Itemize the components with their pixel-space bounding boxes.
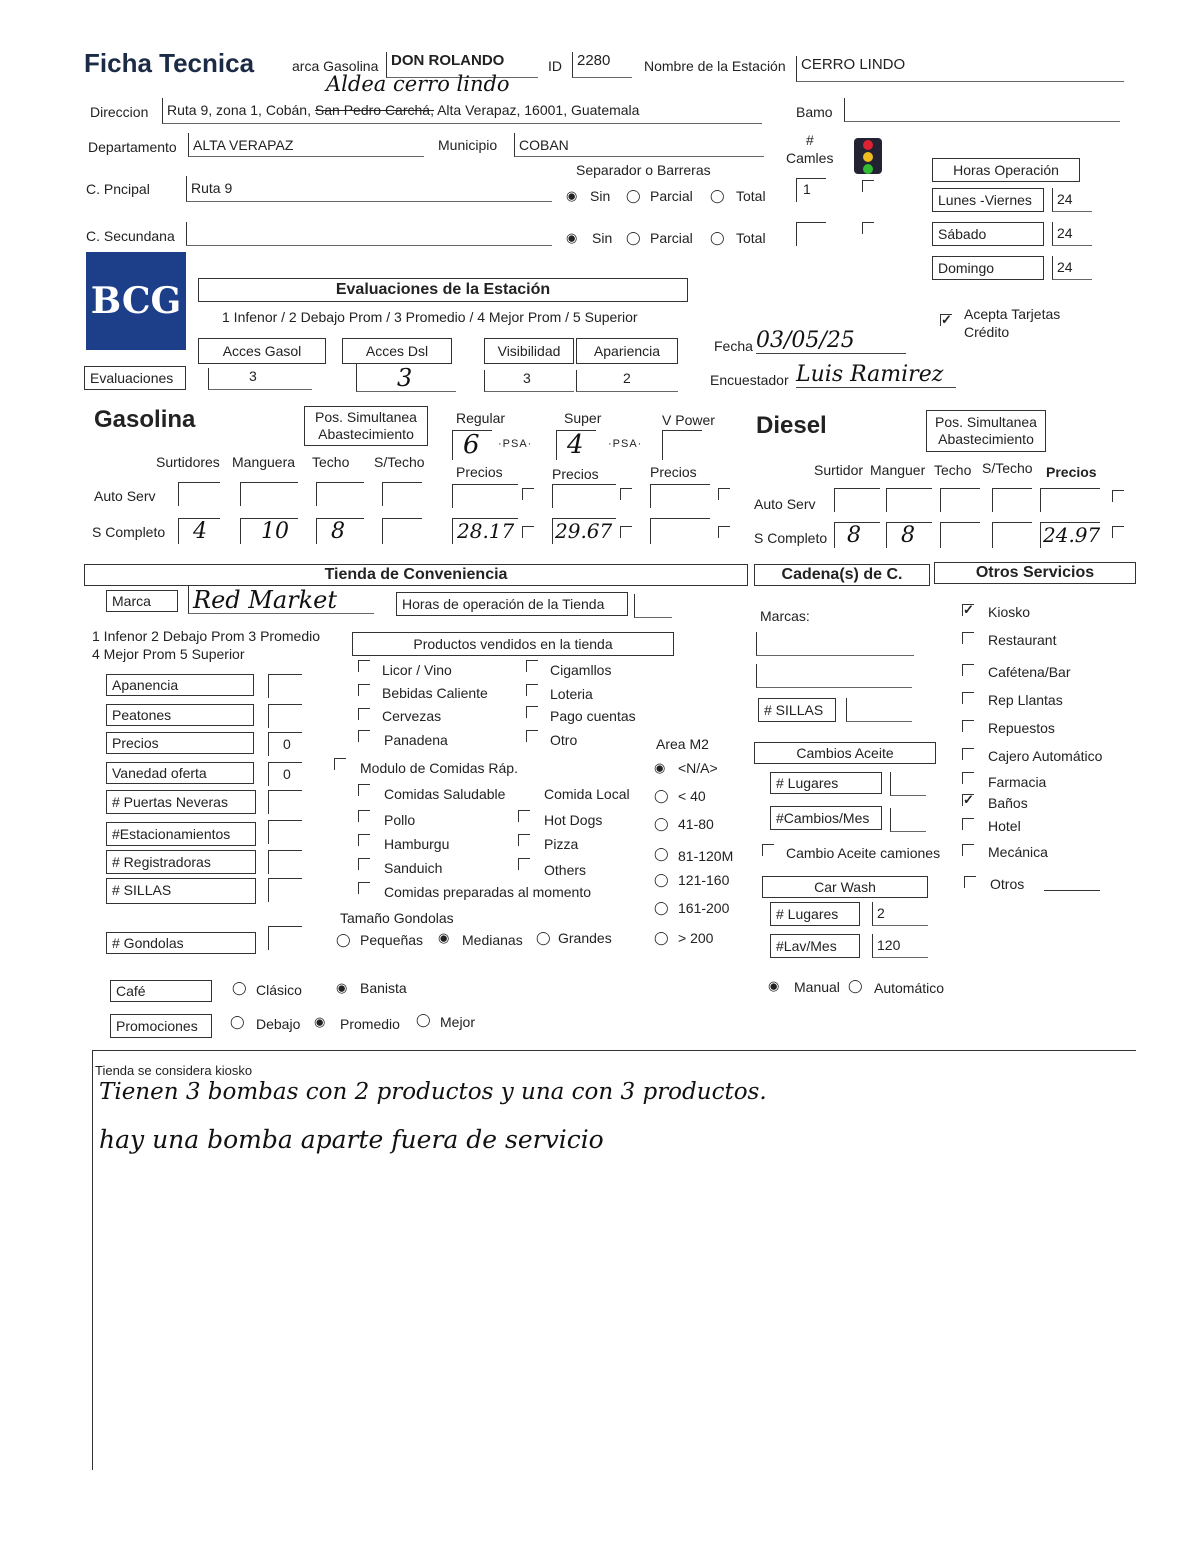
diesel-as-stecho[interactable]	[992, 488, 1032, 512]
c-saludable-label: Comidas Saludable	[384, 786, 506, 802]
promo-mejor-radio[interactable]: ◯	[416, 1012, 431, 1027]
promo-debajo-label: Debajo	[256, 1016, 301, 1032]
diesel-sc-surt[interactable]: 8	[834, 522, 880, 548]
gas-vpower-label: V Power	[662, 412, 715, 428]
gas-precios-2: Precios	[552, 466, 599, 482]
diesel-col-mang: Manguer	[870, 462, 926, 478]
tamano-med-radio[interactable]: ◉	[438, 930, 450, 945]
gas-as-mang[interactable]	[240, 482, 298, 506]
diesel-auto-serv-label: Auto Serv	[754, 496, 816, 512]
camiles-check-2[interactable]	[862, 222, 874, 234]
area-label: Area M2	[656, 736, 709, 752]
hotel-label: Hotel	[988, 818, 1021, 834]
gas-precios-3: Precios	[650, 464, 697, 480]
tienda-scale-2: 4 Mejor Prom 5 Superior	[92, 646, 245, 662]
c-pollo-checkbox[interactable]	[358, 810, 370, 822]
secundaria-label: C. Secundana	[86, 228, 175, 244]
diesel-s-completo-label: S Completo	[754, 530, 828, 546]
mecanica-label: Mecánica	[988, 844, 1048, 860]
c-hotdogs-checkbox[interactable]	[518, 810, 530, 822]
cambios-aceite-title: Cambios Aceite	[754, 742, 936, 764]
ca-lugares-field[interactable]	[890, 772, 926, 796]
diesel-pos-sim-line1: Pos. Simultanea	[935, 414, 1037, 430]
cw-lugares-field[interactable]: 2	[872, 902, 928, 926]
otros-checkbox[interactable]	[964, 876, 976, 888]
c-preparadas-checkbox[interactable]	[358, 882, 370, 894]
gas-sc-techo[interactable]: 8	[316, 518, 364, 544]
ca-cambios-label: #Cambios/Mes	[770, 806, 882, 830]
sep1-sin-label: Sin	[590, 188, 611, 204]
visibilidad-header: Visibilidad	[484, 338, 574, 364]
sep2-total-label: Total	[736, 230, 766, 246]
encuestador-label: Encuestador	[710, 372, 789, 388]
tienda-sillas-label: # SILLAS	[106, 878, 256, 904]
municipio-field[interactable]: COBAN	[514, 133, 764, 157]
tamano-med-label: Medianas	[462, 932, 523, 948]
cafeteria-checkbox[interactable]	[962, 664, 974, 676]
notes-line-2: hay una bomba aparte fuera de servicio	[99, 1125, 604, 1154]
tienda-marca-field[interactable]: Red Market	[188, 586, 374, 614]
camiles-field-1[interactable]: 1	[796, 178, 826, 202]
modulo-checkbox[interactable]	[334, 758, 346, 770]
bcg-logo: BCG	[86, 252, 186, 350]
sep1-total-radio[interactable]: ◯	[710, 188, 725, 203]
gas-auto-serv-label: Auto Serv	[94, 488, 156, 504]
cambio-camiones-label: Cambio Aceite camiones	[786, 845, 941, 861]
restaurant-checkbox[interactable]	[962, 632, 974, 644]
gas-precios-1: Precios	[456, 464, 503, 480]
area-200-label: 161-200	[678, 900, 730, 916]
gas-pos-sim	[304, 406, 428, 446]
ca-lugares-label: # Lugares	[770, 772, 882, 794]
c-others-checkbox[interactable]	[518, 858, 530, 870]
c-pizza-label: Pizza	[544, 836, 579, 852]
kiosko-label: Kiosko	[988, 604, 1031, 620]
area-120-label: 81-120M	[678, 848, 734, 864]
c-pizza-checkbox[interactable]	[518, 834, 530, 846]
otros-line[interactable]	[1044, 890, 1100, 891]
repuestos-label: Repuestos	[988, 720, 1055, 736]
direccion-field[interactable]	[162, 98, 762, 124]
cafe-label: Café	[110, 980, 212, 1002]
area-160-radio[interactable]: ◯	[654, 872, 669, 887]
gas-pos-sim-line2: Abastecimiento	[318, 426, 414, 442]
tienda-registradoras-label: # Registradoras	[106, 850, 256, 874]
cafe-barista-label: Banista	[360, 980, 407, 996]
modulo-label: Modulo de Comidas Ráp.	[360, 760, 518, 776]
comida-local-label: Comida Local	[544, 786, 630, 802]
promo-mejor-label: Mejor	[440, 1014, 476, 1030]
nombre-field[interactable]: CERRO LINDO	[796, 56, 1124, 82]
area-200-radio[interactable]: ◯	[654, 900, 669, 915]
acces-gasol-header: Acces Gasol	[198, 338, 326, 364]
p-pago-label: Pago cuentas	[550, 708, 636, 724]
separador-label: Separador o Barreras	[576, 162, 711, 178]
gas-col-mang: Manguera	[232, 454, 296, 470]
diesel-sc-mang[interactable]: 8	[886, 522, 932, 548]
gas-col-stecho: S/Techo	[374, 454, 425, 470]
horas-sab-label: Sábado	[932, 222, 1044, 246]
gas-regular-label: Regular	[456, 410, 506, 426]
cw-manual-label: Manual	[794, 979, 840, 995]
principal-label: C. Pncipal	[86, 181, 150, 197]
nombre-label: Nombre de la Estación	[644, 58, 786, 74]
handwritten-aldea: Aldea cerro lindo	[326, 72, 510, 96]
tienda-horas-label: Horas de operación de la Tienda	[396, 592, 628, 616]
sep1-total-label: Total	[736, 188, 766, 204]
area-80-radio[interactable]: ◯	[654, 816, 669, 831]
diesel-as-check[interactable]	[1112, 490, 1124, 502]
diesel-col-surt: Surtidor	[814, 462, 864, 478]
c-preparadas-label: Comidas preparadas al momento	[384, 884, 591, 900]
gas-super-label: Super	[564, 410, 602, 426]
gas-as-surt[interactable]	[178, 482, 220, 506]
banos-label: Baños	[988, 795, 1028, 811]
tamano-peq-radio[interactable]: ◯	[336, 932, 351, 947]
cafe-clasico-radio[interactable]: ◯	[232, 980, 247, 995]
mecanica-checkbox[interactable]	[962, 844, 974, 856]
repuestos-checkbox[interactable]	[962, 720, 974, 732]
diesel-sc-stecho[interactable]	[992, 522, 1032, 548]
p-loteria-label: Loteria	[550, 686, 593, 702]
cadenas-title: Cadena(s) de C.	[754, 564, 930, 586]
sep2-total-radio[interactable]: ◯	[710, 230, 725, 245]
cw-lugares-label: # Lugares	[770, 902, 860, 926]
area-40-label: < 40	[678, 788, 706, 804]
notes-line-1: Tienen 3 bombas con 2 productos y una con 3 productos.	[99, 1079, 767, 1105]
id-label: ID	[548, 58, 562, 74]
barrio-label: Bamo	[796, 104, 833, 120]
cajero-label: Cajero Automático	[988, 748, 1103, 764]
gas-as-stecho[interactable]	[382, 482, 422, 506]
secundaria-field[interactable]	[186, 222, 552, 246]
acces-dsl-header: Acces Dsl	[342, 338, 452, 364]
diesel-pos-sim-line2: Abastecimiento	[938, 431, 1034, 447]
camiles-field-2[interactable]	[796, 222, 826, 246]
horas-dom-field[interactable]: 24	[1052, 256, 1092, 280]
c-hamburg-checkbox[interactable]	[358, 834, 370, 846]
diesel-as-techo[interactable]	[940, 488, 980, 512]
tienda-sillas-field[interactable]	[268, 878, 302, 902]
tamano-peq-label: Pequeñas	[360, 932, 424, 948]
cafe-clasico-label: Clásico	[256, 982, 302, 998]
restaurant-label: Restaurant	[988, 632, 1057, 648]
sep2-parcial-label: Parcial	[650, 230, 693, 246]
direccion-post: Alta Verapaz, 16001, Guatemala	[437, 102, 640, 118]
p-otro-checkbox[interactable]	[526, 730, 538, 742]
c-saludable-checkbox[interactable]	[358, 784, 370, 796]
area-120-radio[interactable]: ◯	[654, 846, 669, 861]
rep-llantas-label: Rep Llantas	[988, 692, 1063, 708]
p-licor-label: Licor / Vino	[382, 662, 452, 678]
tienda-precios-label: Precios	[106, 732, 254, 754]
tamano-gra-radio[interactable]: ◯	[536, 930, 551, 945]
gas-pos-sim-line1: Pos. Simultanea	[315, 409, 417, 425]
horas-dom-label: Domingo	[932, 256, 1044, 280]
gas-sc-surt[interactable]: 4	[178, 518, 220, 544]
tienda-scale-1: 1 Infenor 2 Debajo Prom 3 Promedio	[92, 628, 321, 644]
municipio-label: Municipio	[438, 137, 498, 153]
evaluaciones-row-label: Evaluaciones	[84, 366, 186, 390]
hotel-checkbox[interactable]	[962, 818, 974, 830]
gas-as-precio-1[interactable]	[452, 484, 518, 508]
tienda-peatones-field[interactable]	[268, 704, 302, 728]
departamento-field[interactable]: ALTA VERAPAZ	[188, 133, 424, 157]
banos-checkbox[interactable]: ✓	[963, 792, 974, 807]
id-field[interactable]: 2280	[572, 52, 632, 78]
sep1-sin-radio[interactable]: ◉	[566, 188, 578, 203]
marca-label: arca Gasolina	[292, 58, 379, 74]
diesel-sc-check[interactable]	[1112, 526, 1124, 538]
cw-manual-radio[interactable]: ◉	[768, 978, 780, 993]
p-bebidas-label: Bebidas Caliente	[382, 685, 488, 701]
p-bebidas-checkbox[interactable]	[358, 684, 370, 696]
tienda-peatones-label: Peatones	[106, 704, 254, 726]
tienda-title: Tienda de Conveniencia	[84, 564, 748, 586]
c-hamburg-label: Hamburgu	[384, 836, 450, 852]
p-cigarrillos-checkbox[interactable]	[526, 660, 538, 672]
gas-vpower-pos[interactable]	[662, 430, 702, 460]
gas-as-check-3[interactable]	[718, 488, 730, 500]
direccion-struck: San Pedro Carchá,	[314, 102, 434, 118]
tienda-horas-field[interactable]	[634, 594, 672, 618]
page-title: Ficha Tecnica	[84, 48, 255, 78]
cw-auto-label: Automático	[874, 980, 945, 996]
notes-area[interactable]	[92, 1050, 1136, 1470]
car-wash-title: Car Wash	[762, 876, 928, 898]
tienda-registradoras-field[interactable]	[268, 850, 302, 874]
marcas-field-1[interactable]	[756, 632, 914, 656]
p-otro-label: Otro	[550, 732, 578, 748]
farmacia-label: Farmacia	[988, 774, 1047, 790]
tamano-gra-label: Grandes	[558, 930, 612, 946]
gas-col-techo: Techo	[312, 454, 350, 470]
eval-gasol-field[interactable]: 3	[208, 368, 312, 390]
area-40-radio[interactable]: ◯	[654, 788, 669, 803]
area-gt200-radio[interactable]: ◯	[654, 930, 669, 945]
tienda-estacionamientos-field[interactable]	[268, 820, 302, 844]
eval-dsl-field[interactable]: 3	[356, 364, 456, 392]
tienda-apariencia-label: Apanencia	[106, 674, 254, 696]
encuestador-value[interactable]: Luis Ramirez	[796, 362, 956, 388]
gas-as-techo[interactable]	[316, 482, 364, 506]
diesel-title: Diesel	[756, 412, 827, 439]
gas-sc-precio-super[interactable]: 29.67	[552, 518, 616, 544]
rep-llantas-checkbox[interactable]	[962, 692, 974, 704]
tienda-gondolas-field[interactable]	[268, 926, 302, 950]
c-sandwich-checkbox[interactable]	[358, 858, 370, 870]
kiosko-checkbox[interactable]: ✓	[963, 602, 974, 617]
gas-sc-precio-regular[interactable]: 28.17	[452, 518, 518, 544]
farmacia-checkbox[interactable]	[962, 772, 974, 784]
horas-lv-field[interactable]: 24	[1052, 188, 1092, 212]
gas-sc-precio-vpower[interactable]	[650, 518, 710, 544]
p-panaderia-checkbox[interactable]	[358, 730, 370, 742]
diesel-col-techo: Techo	[934, 462, 972, 478]
eval-vis-field[interactable]: 3	[484, 370, 574, 392]
otros-title: Otros Servicios	[934, 562, 1136, 584]
diesel-as-precio[interactable]	[1040, 488, 1100, 512]
marca-field[interactable]: DON ROLANDO	[386, 52, 538, 78]
gas-super-pos[interactable]: 4	[556, 430, 596, 460]
cw-lav-label: #Lav/Mes	[770, 934, 860, 958]
ca-cambios-field[interactable]	[890, 808, 926, 832]
fecha-label: Fecha	[714, 338, 753, 354]
horas-title: Horas Operación	[932, 158, 1080, 182]
area-160-label: 121-160	[678, 872, 730, 888]
diesel-sc-techo[interactable]	[940, 522, 980, 548]
p-cervezas-checkbox[interactable]	[358, 708, 370, 720]
p-cervezas-label: Cervezas	[382, 708, 442, 724]
tamano-label: Tamaño Gondolas	[340, 910, 454, 926]
camiles-check-1[interactable]	[862, 180, 874, 192]
traffic-light-icon	[854, 138, 882, 174]
departamento-label: Departamento	[88, 139, 177, 155]
cadenas-sillas-label: # SILLAS	[758, 698, 836, 722]
gas-as-precio-3[interactable]	[650, 484, 710, 508]
barrio-field[interactable]	[844, 98, 1120, 122]
p-loteria-checkbox[interactable]	[526, 684, 538, 696]
productos-title: Productos vendidos en la tienda	[352, 632, 674, 656]
cajero-checkbox[interactable]	[962, 748, 974, 760]
gas-sc-mang[interactable]: 10	[240, 518, 298, 544]
p-pago-checkbox[interactable]	[526, 706, 538, 718]
marcas-label: Marcas:	[760, 608, 810, 624]
diesel-pos-sim	[926, 410, 1046, 452]
gasolina-title: Gasolina	[94, 406, 196, 433]
cafeteria-label: Cafétena/Bar	[988, 664, 1071, 680]
diesel-as-mang[interactable]	[886, 488, 932, 512]
acepta-tarjetas-checkbox[interactable]: ✓	[941, 312, 952, 327]
diesel-as-surt[interactable]	[834, 488, 880, 512]
gas-psa-1: ·PSA·	[498, 438, 533, 450]
gas-psa-2: ·PSA·	[608, 438, 643, 450]
area-na-label: <N/A>	[678, 760, 718, 776]
gas-sc-check-1[interactable]	[522, 526, 534, 538]
area-gt200-label: > 200	[678, 930, 714, 946]
gas-as-check-2[interactable]	[620, 488, 632, 500]
sep2-parcial-radio[interactable]: ◯	[626, 230, 641, 245]
direccion-pre: Ruta 9, zona 1, Cobán,	[167, 102, 311, 118]
diesel-col-stecho: S/Techo	[982, 460, 1033, 476]
tienda-gondolas-label: # Gondolas	[106, 932, 256, 954]
diesel-col-precios: Precios	[1046, 464, 1097, 480]
promo-label: Promociones	[110, 1014, 212, 1038]
cafe-barista-radio[interactable]: ◉	[336, 980, 348, 995]
gas-s-completo-label: S Completo	[92, 524, 166, 540]
gas-sc-stecho[interactable]	[382, 518, 422, 544]
tienda-marca-label: Marca	[106, 590, 178, 612]
fecha-value[interactable]: 03/05/25	[756, 328, 906, 354]
gas-as-check-1[interactable]	[522, 488, 534, 500]
tienda-estacionamientos-label: #Estacionamientos	[106, 822, 256, 846]
principal-field[interactable]: Ruta 9	[186, 176, 552, 202]
tienda-apariencia-field[interactable]	[268, 674, 302, 698]
c-others-label: Others	[544, 862, 587, 878]
otros-label: Otros	[990, 876, 1025, 892]
tienda-puertas-label: # Puertas Neveras	[106, 790, 256, 814]
tienda-variedad-label: Vanedad oferta	[106, 762, 254, 784]
notes-typed: Tienda se considera kiosko	[95, 1063, 253, 1078]
sep1-parcial-label: Parcial	[650, 188, 693, 204]
tienda-precios-field[interactable]: 0	[268, 732, 302, 756]
c-hotdogs-label: Hot Dogs	[544, 812, 603, 828]
gas-sc-check-2[interactable]	[620, 526, 632, 538]
promo-debajo-radio[interactable]: ◯	[230, 1014, 245, 1029]
horas-lv-label: Lunes -Viernes	[932, 188, 1044, 212]
evaluaciones-scale: 1 Infenor / 2 Debajo Prom / 3 Promedio / 4 Mejor Prom / 5 Superior	[222, 309, 638, 325]
horas-sab-field[interactable]: 24	[1052, 222, 1092, 246]
cadenas-sillas-field[interactable]	[846, 698, 912, 722]
area-na-radio[interactable]: ◉	[654, 760, 666, 775]
c-pollo-label: Pollo	[384, 812, 416, 828]
eval-apar-field[interactable]: 2	[576, 370, 678, 392]
gas-as-precio-2[interactable]	[552, 484, 616, 508]
area-80-label: 41-80	[678, 816, 714, 832]
diesel-sc-precio[interactable]: 24.97	[1040, 522, 1100, 548]
gas-regular-pos[interactable]: 6	[452, 430, 492, 460]
sep2-sin-label: Sin	[592, 230, 613, 246]
p-cigarrillos-label: Cigamllos	[550, 662, 612, 678]
sep1-parcial-radio[interactable]: ◯	[626, 188, 641, 203]
cambio-camiones-checkbox[interactable]	[762, 844, 774, 856]
credito-label: Crédito	[964, 324, 1010, 340]
evaluaciones-title: Evaluaciones de la Estación	[198, 278, 688, 302]
tienda-variedad-field[interactable]: 0	[268, 762, 302, 786]
acepta-tarjetas-label: Acepta Tarjetas	[964, 306, 1061, 322]
camiles-label: Camles	[786, 150, 834, 166]
p-licor-checkbox[interactable]	[358, 660, 370, 672]
camiles-num: #	[806, 132, 814, 148]
cw-auto-radio[interactable]: ◯	[848, 978, 863, 993]
promo-promedio-label: Promedio	[340, 1016, 400, 1032]
gas-sc-check-3[interactable]	[718, 526, 730, 538]
marcas-field-2[interactable]	[756, 664, 912, 688]
direccion-label: Direccion	[90, 104, 149, 120]
apariencia-header: Apariencia	[576, 338, 678, 364]
c-sandwich-label: Sanduich	[384, 860, 443, 876]
tienda-puertas-field[interactable]	[268, 790, 302, 814]
gas-col-surt: Surtidores	[156, 454, 220, 470]
p-panaderia-label: Panadena	[384, 732, 448, 748]
cw-lav-field[interactable]: 120	[872, 934, 928, 958]
promo-promedio-radio[interactable]: ◉	[314, 1014, 326, 1029]
sep2-sin-radio[interactable]: ◉	[566, 230, 578, 245]
